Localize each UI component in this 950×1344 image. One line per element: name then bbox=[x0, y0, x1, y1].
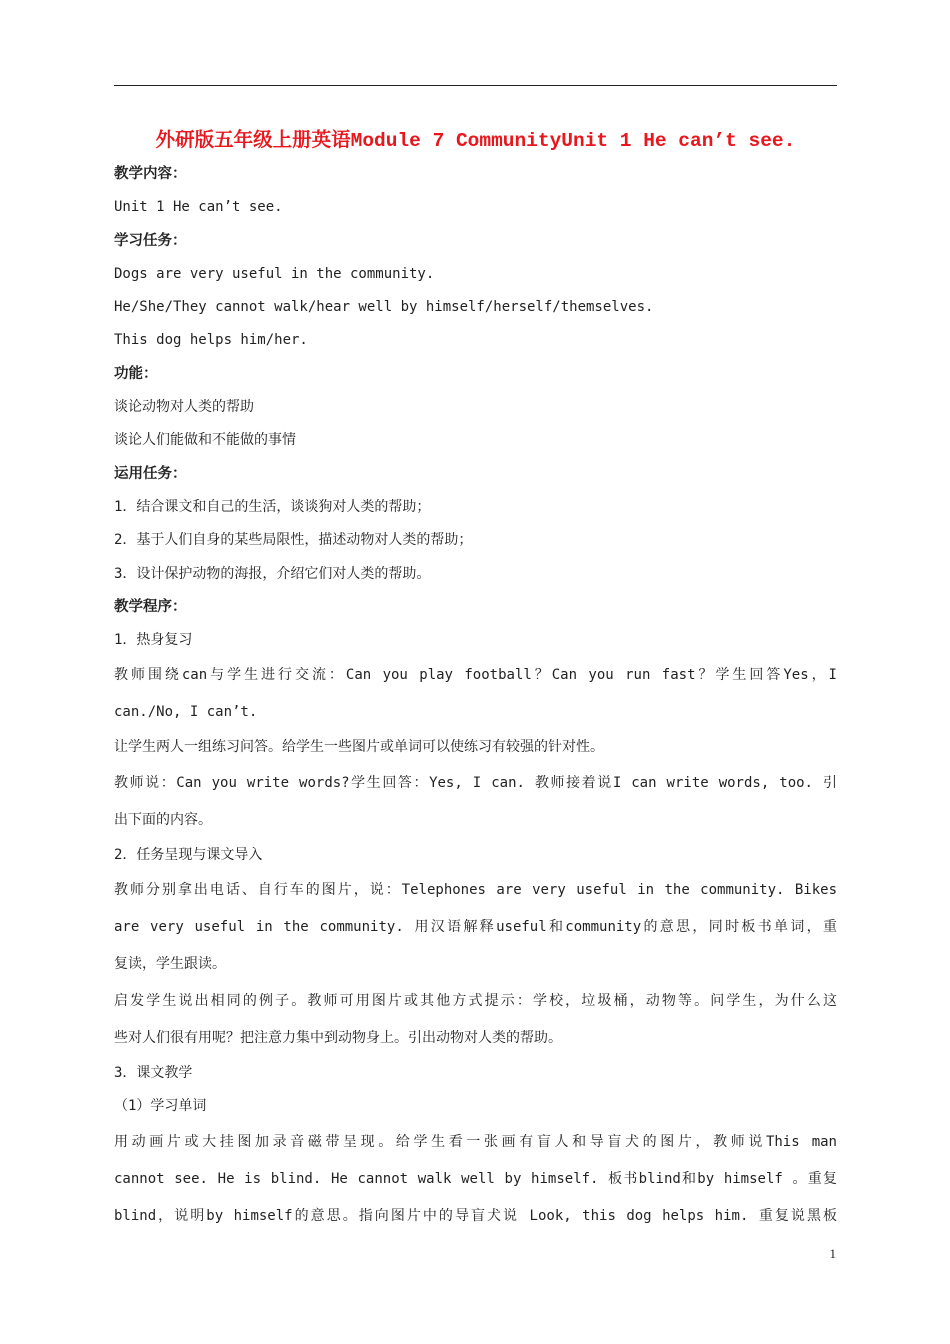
body-line: are very useful in the community. 用汉语解释useful和community的意思，同时板书单词，重 bbox=[114, 919, 837, 936]
body-line: 些对人们很有用呢？把注意力集中到动物身上。引出动物对人类的帮助。 bbox=[114, 1030, 562, 1047]
section-heading: 功能： bbox=[114, 365, 158, 382]
section-heading: 学习任务： bbox=[114, 232, 187, 249]
body-line: 1．热身复习 bbox=[114, 632, 193, 649]
body-line: 复读，学生跟读。 bbox=[114, 956, 226, 973]
body-line: 教师说：Can you write words?学生回答：Yes, I can. 教师接着说I can write words, too. 引 bbox=[114, 774, 837, 791]
body-line: （1）学习单词 bbox=[114, 1098, 207, 1115]
body-line: cannot see. He is blind. He cannot walk well by himself. 板书blind和by himself 。重复 bbox=[114, 1170, 837, 1187]
body-line: 1．结合课文和自己的生活，谈谈狗对人类的帮助； bbox=[114, 498, 431, 515]
body-line: 3．课文教学 bbox=[114, 1065, 193, 1082]
section-heading: 教学内容： bbox=[114, 166, 187, 182]
body-line: 3．设计保护动物的海报，介绍它们对人类的帮助。 bbox=[114, 565, 431, 582]
body-line: 谈论人们能做和不能做的事情 bbox=[114, 432, 296, 449]
document-body bbox=[114, 158, 837, 1235]
document-title: 外研版五年级上册英语Module 7 CommunityUnit 1 He can’t see. bbox=[155, 130, 796, 152]
section-heading: 运用任务： bbox=[114, 465, 187, 482]
body-line: This dog helps him/her. bbox=[114, 332, 308, 349]
body-line: 2．基于人们自身的某些局限性，描述动物对人类的帮助； bbox=[114, 532, 473, 549]
body-line: 教师分别拿出电话、自行车的图片，说：Telephones are very useful in the community. Bikes bbox=[114, 882, 837, 899]
header-rule bbox=[114, 85, 837, 86]
body-line: 2．任务呈现与课文导入 bbox=[114, 846, 263, 863]
body-line: 让学生两人一组练习问答。给学生一些图片或单词可以使练习有较强的针对性。 bbox=[114, 739, 604, 756]
page-number: 1 bbox=[829, 1246, 836, 1261]
body-line: 启发学生说出相同的例子。教师可用图片或其他方式提示：学校，垃圾桶，动物等。问学生，为什么这 bbox=[114, 993, 837, 1010]
body-line: Unit 1 He can’t see. bbox=[114, 199, 283, 216]
body-line: He/She/They cannot walk/hear well by himself/herself/themselves. bbox=[114, 299, 654, 316]
body-line: 用动画片或大挂图加录音磁带呈现。给学生看一张画有盲人和导盲犬的图片，教师说This man bbox=[114, 1133, 837, 1150]
body-line: 出下面的内容。 bbox=[114, 811, 212, 828]
body-line: can./No, I can’t. bbox=[114, 704, 258, 721]
body-line: blind，说明by himself的意思。指向图片中的导盲犬说 Look, this dog helps him. 重复说黑板 bbox=[114, 1207, 837, 1224]
body-line: 教师围绕can与学生进行交流：Can you play football？Can you run fast？学生回答Yes，I bbox=[114, 667, 837, 684]
body-line: 谈论动物对人类的帮助 bbox=[114, 399, 254, 416]
section-heading: 教学程序： bbox=[114, 598, 187, 615]
body-line: Dogs are very useful in the community. bbox=[114, 265, 435, 282]
